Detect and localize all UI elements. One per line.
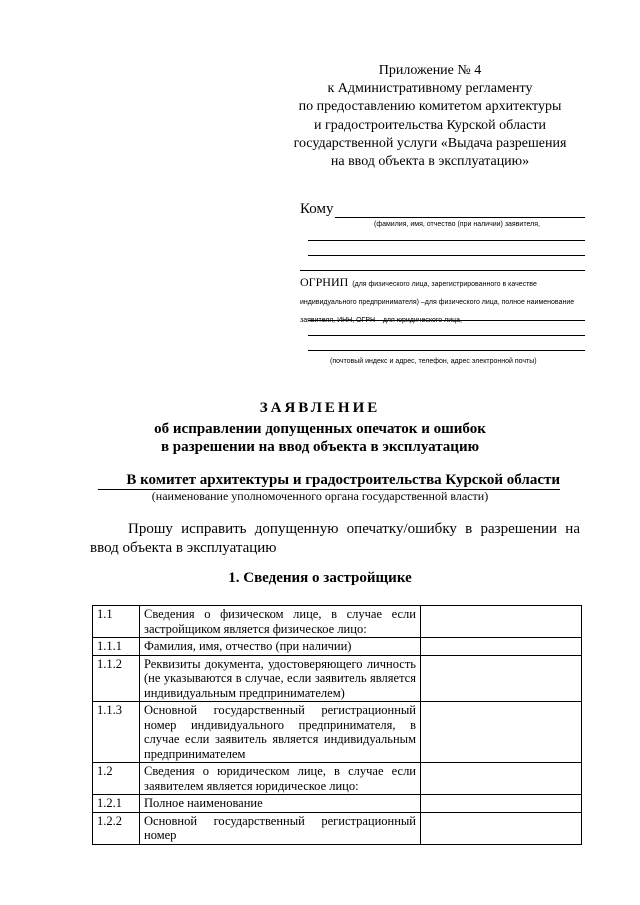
appendix-line: Приложение № 4 [378,63,482,78]
row-value-field[interactable] [421,702,582,763]
row-description: Фамилия, имя, отчество (при наличии) [140,638,421,656]
recipient-name-line[interactable] [300,200,585,218]
table-row [93,795,582,813]
appendix-line: государственной услуги «Выдача разрешения [293,135,567,151]
row-value-field[interactable] [421,638,582,656]
postal-hint: (почтовый индекс и адрес, телефон, адрес электронной почты) [330,358,537,365]
row-value-field[interactable] [421,606,582,638]
committee-name: В комитет архитектуры и градостроительства Курской области [98,472,560,490]
request-text: Прошу исправить допущенную опечатку/ошибку в разрешении на ввод объекта в эксплуатацию [90,521,580,556]
ogrnip-block [300,270,585,327]
row-number: 1.2.2 [93,812,140,844]
table-row [93,702,582,763]
row-number: 1.2.1 [93,795,140,813]
row-number: 1.1.2 [93,655,140,702]
appendix-line: на ввод объекта в эксплуатацию» [330,154,530,170]
recipient-block [300,200,585,365]
section-title: 1. Сведения о застройщике [228,570,412,586]
ogrnip-hint: (для физического лица, зарегистрированного в качестве индивидуального предпринимателя) –для физического лица, полное наименование заявителя, ИНН, ОГРН – для юридического лица, [300,281,575,324]
subtitle-line: об исправлении допущенных опечаток и ошибок [154,421,486,437]
name-hint: (фамилия, имя, отчество (при наличии) заявителя, [374,221,540,228]
row-value-field[interactable] [421,795,582,813]
appendix-header [270,62,590,171]
recipient-name-field[interactable] [335,203,585,218]
recipient-blank-line[interactable] [308,350,585,351]
appendix-line: и градостроительства Курской области [314,117,546,133]
appendix-line: к Административному регламенту [327,81,533,97]
appendix-line: по предоставлению комитетом архитектуры [298,99,562,115]
to-label: Кому [300,201,334,217]
recipient-blank-line[interactable] [308,320,585,321]
row-value-field[interactable] [421,763,582,795]
row-description: Сведения о юридическом лице, в случае если заявителем является юридическое лицо: [140,763,421,795]
applicant-info-table [92,605,582,845]
row-description: Сведения о физическом лице, в случае если застройщиком является физическое лицо: [140,606,421,638]
committee-hint: (наименование уполномоченного органа государственной власти) [151,489,489,503]
table-row [93,638,582,656]
document-subtitle [0,420,640,456]
table-row [93,655,582,702]
ogrnip-label: ОГРНИП [300,275,349,289]
row-description: Реквизиты документа, удостоверяющего личность (не указываются в случае, если заявитель является индивидуальным предпринимателем) [140,655,421,702]
table-row [93,606,582,638]
row-description: Основной государственный регистрационный номер [140,812,421,844]
recipient-blank-line[interactable] [308,240,585,241]
row-value-field[interactable] [421,812,582,844]
row-value-field[interactable] [421,655,582,702]
subtitle-line: в разрешении на ввод объекта в эксплуатацию [160,439,480,455]
row-number: 1.1.1 [93,638,140,656]
recipient-blank-line[interactable] [308,335,585,336]
row-number: 1.1 [93,606,140,638]
table-row [93,763,582,795]
document-title: ЗАЯВЛЕНИЕ [259,400,381,416]
table-row [93,812,582,844]
row-description: Основной государственный регистрационный номер индивидуального предпринимателя, в случае если заявитель является индивидуальным предпринимателем [140,702,421,763]
row-description: Полное наименование [140,795,421,813]
row-number: 1.1.3 [93,702,140,763]
row-number: 1.2 [93,763,140,795]
recipient-blank-line[interactable] [308,255,585,256]
